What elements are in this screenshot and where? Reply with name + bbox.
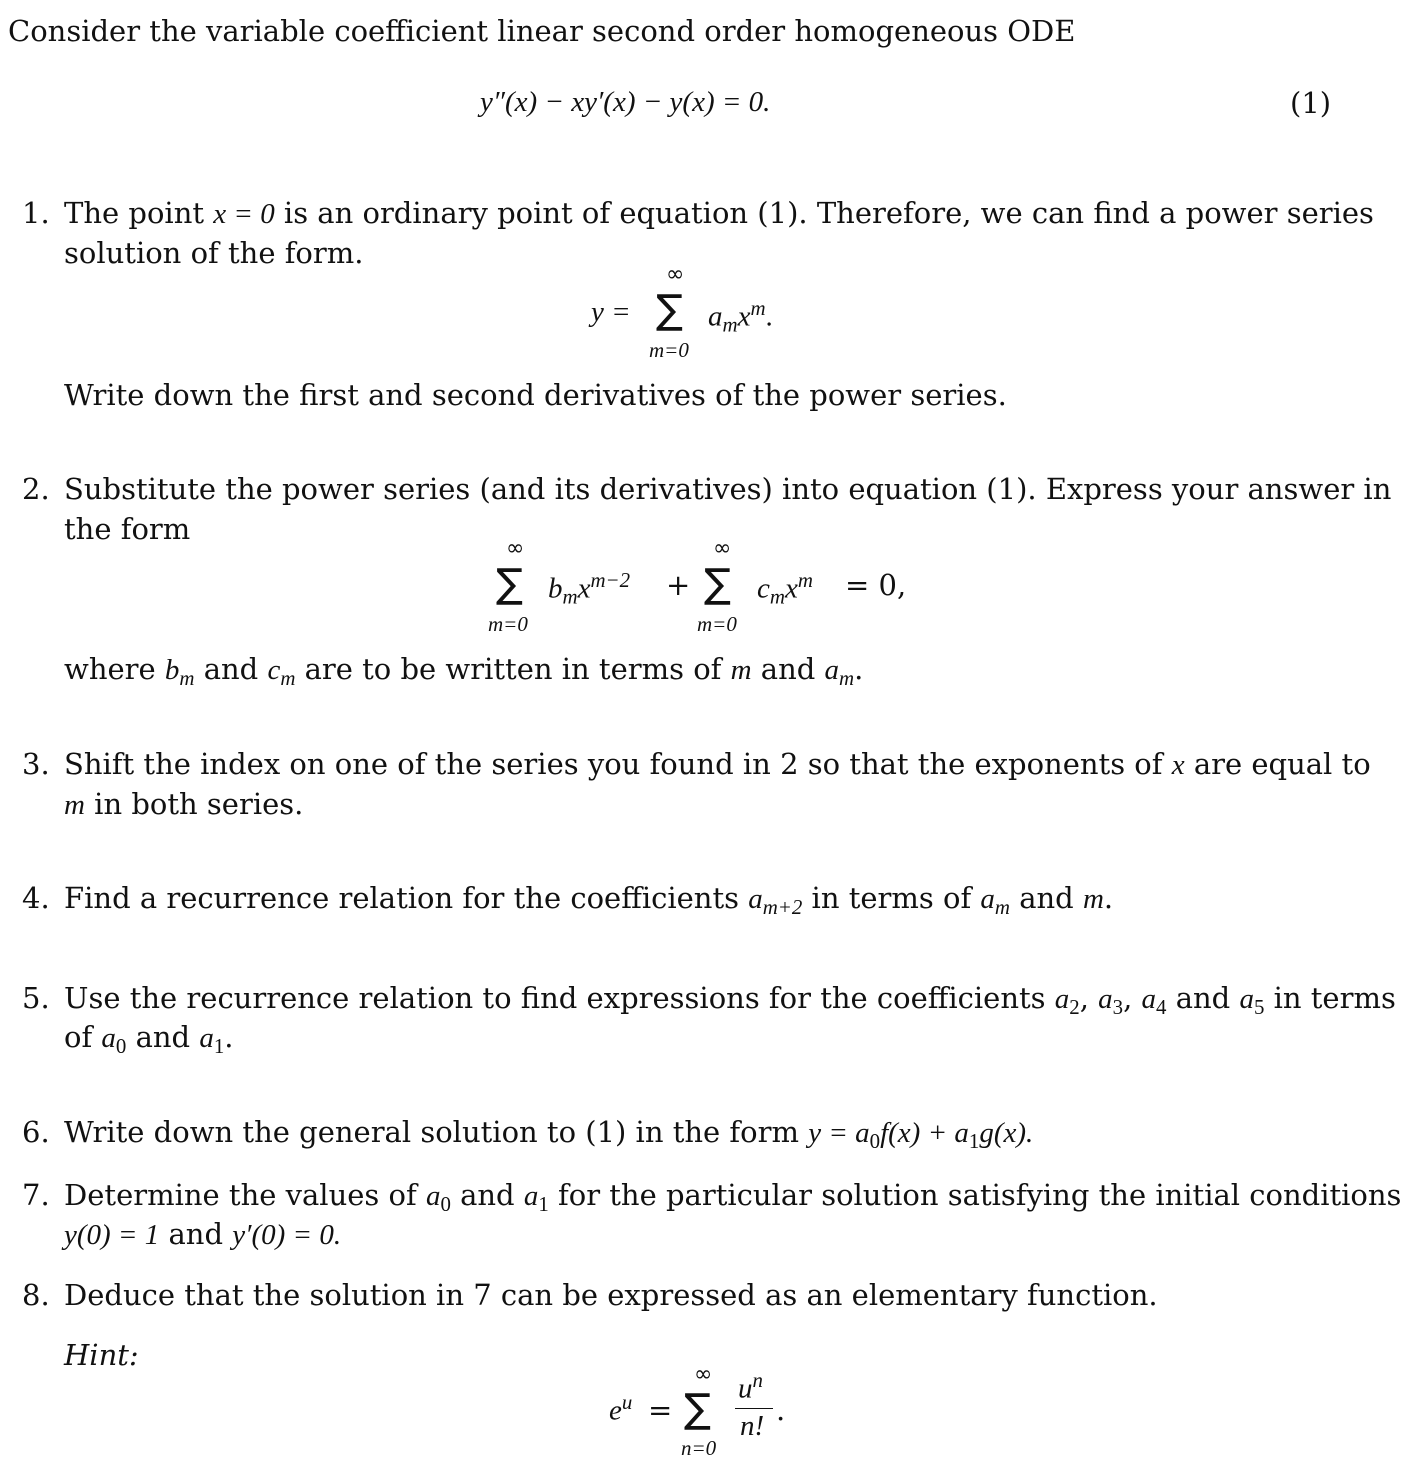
item-7-line-1: Determine the values of $a_0$ and $a_1$ for the particular solution satisfying the initial conditions [64, 1178, 1401, 1216]
item-5-line-1: Use the recurrence relation to find expressions for the coefficients $a_2$, $a_3$, $a_4$ and $a_5$ in terms [64, 981, 1396, 1019]
item-8-number: 8. [22, 1278, 50, 1312]
item-1-text-b: is an ordinary point of equation (1). Therefore, we can find a power series [283, 196, 1374, 230]
item-4-number: 4. [22, 881, 50, 915]
item-2-where-line: where $b_m$ and $c_m$ are to be written in terms of m and $a_m$. [64, 652, 864, 690]
item-1-eq-lhs: y = [591, 296, 631, 328]
intro-text: Consider the variable coefficient linear second order homogeneous ODE [8, 14, 1076, 48]
item-2-text-b: the form [64, 512, 191, 546]
item-2-sum1-sigma: ∑ [496, 561, 523, 607]
item-2-sum2-sigma: ∑ [704, 561, 731, 607]
hint-eq: = [648, 1393, 673, 1427]
item-1-sum-sigma: ∑ [656, 287, 683, 333]
item-1-text-a: The point [64, 196, 205, 230]
item-2-plus: + [666, 568, 691, 602]
item-2-sum1-term: $b_mx^{m-2}$ [548, 568, 631, 609]
item-1-sum-lower: m=0 [649, 338, 689, 362]
item-1-number: 1. [22, 196, 50, 230]
item-2-text-a: Substitute the power series (and its derivatives) into equation (1). Express your answer in [64, 472, 1392, 506]
item-5-number: 5. [22, 981, 50, 1015]
item-6-line: Write down the general solution to (1) in the form $y = a_0f(x) + a_1g(x)$. [64, 1115, 1034, 1153]
item-2-eq-rhs: = 0, [845, 568, 907, 602]
hint-frac-numerator: $u^n$ [738, 1368, 763, 1405]
item-5-line-2: of $a_0$ and $a_1$. [64, 1020, 234, 1058]
hint-sum-lower: n=0 [681, 1436, 717, 1460]
equation-tag: (1) [1290, 86, 1332, 120]
item-8-hint-label: Hint: [64, 1338, 139, 1372]
hint-lhs: $e^u$ [609, 1390, 633, 1427]
item-1-text-d: Write down the first and second derivatives of the power series. [64, 378, 1007, 412]
item-1-sum-upper: ∞ [666, 262, 685, 287]
item-3-line-2: m in both series. [64, 787, 304, 821]
item-2-sum1-lower: m=0 [488, 612, 528, 636]
hint-sum-sigma: ∑ [684, 1386, 711, 1432]
item-1-sum-term: $a_mx^m$. [708, 296, 773, 337]
item-1-line-1 [64, 196, 1374, 231]
hint-sum-upper: ∞ [694, 1362, 713, 1387]
item-2-sum1-upper: ∞ [506, 536, 525, 561]
item-8-text-a: Deduce that the solution in 7 can be expressed as an elementary function. [64, 1278, 1158, 1312]
hint-frac-denominator: n! [740, 1410, 765, 1442]
item-1-text-c: solution of the form. [64, 236, 364, 270]
item-1-math-a: x = 0 [213, 198, 275, 230]
item-7-line-2: y(0) = 1 and y′(0) = 0. [64, 1217, 342, 1251]
item-2-sum2-upper: ∞ [713, 536, 732, 561]
item-2-sum2-term: $c_mx^m$ [757, 568, 813, 609]
item-6-number: 6. [22, 1115, 50, 1149]
item-3-number: 3. [22, 747, 50, 781]
item-3-line-1: Shift the index on one of the series you found in 2 so that the exponents of x are equal to [64, 747, 1371, 781]
item-4-line: Find a recurrence relation for the coefficients $a_{m+2}$ in terms of $a_m$ and m. [64, 881, 1114, 919]
hint-end: . [776, 1393, 786, 1427]
main-equation: y″(x) − xy′(x) − y(x) = 0. [480, 86, 771, 118]
hint-frac-bar [735, 1408, 773, 1409]
item-7-number: 7. [22, 1178, 50, 1212]
item-2-sum2-lower: m=0 [697, 612, 737, 636]
item-2-number: 2. [22, 472, 50, 506]
